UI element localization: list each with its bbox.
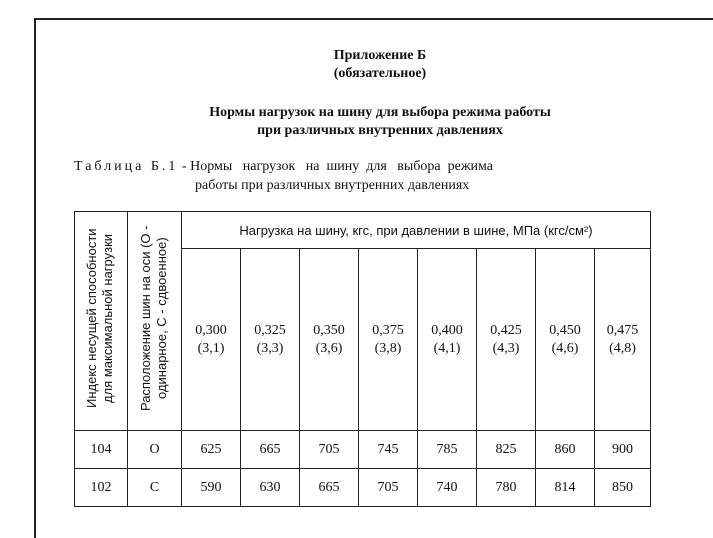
header-load-index-text: Индекс несущей способности для максимальной нагрузки <box>84 228 115 409</box>
pressure-mpa: 0,475 <box>606 322 639 338</box>
table-caption-label: Таблица Б.1 <box>74 159 179 174</box>
pressure-mpa: 0,425 <box>490 322 522 338</box>
header-tire-position-text: Расположение шин на оси (О - одинарное, С - сдвоенное) <box>137 225 169 412</box>
pressure-kgf: (4,3) <box>492 340 520 356</box>
load-index-cell: 102 <box>75 469 128 507</box>
pressure-header-cell <box>477 249 536 431</box>
load-index-cell: 104 <box>75 431 128 469</box>
load-value-cell: 705 <box>300 431 359 469</box>
pressure-kgf: (4,8) <box>609 340 636 356</box>
norms-heading <box>0 104 713 140</box>
load-value-cell: 625 <box>182 431 241 469</box>
pressure-kgf: (3,3) <box>256 340 284 356</box>
header-load-group: Нагрузка на шину, кгс, при давлении в шине, МПа (кгс/см²) <box>182 212 651 249</box>
load-value-cell: 860 <box>536 431 595 469</box>
pressure-kgf: (3,1) <box>197 340 225 356</box>
norms-heading-line2: при различных внутренних давлениях <box>257 123 503 138</box>
pressure-header-cell <box>359 249 418 431</box>
appendix-title-text: Приложение Б <box>333 48 427 63</box>
pressure-kgf: (3,6) <box>315 340 343 356</box>
header-load-index <box>75 212 128 431</box>
pressure-header-cell <box>418 249 477 431</box>
table-caption-line2: работы при различных внутренних давлениях <box>195 178 470 193</box>
appendix-subtitle: (обязательное) <box>333 66 427 81</box>
pressure-header-cell <box>536 249 595 431</box>
pressure-header-cell <box>595 249 651 431</box>
pressure-mpa: 0,325 <box>254 322 286 338</box>
load-value-cell: 590 <box>182 469 241 507</box>
table-caption-line1: - Нормы нагрузок на шину для выбора режима <box>178 159 493 174</box>
pressure-kgf: (4,6) <box>551 340 579 356</box>
load-value-cell: 705 <box>359 469 418 507</box>
load-value-cell: 665 <box>300 469 359 507</box>
load-value-cell: 745 <box>359 431 418 469</box>
table-row <box>75 431 651 469</box>
load-value-cell: 825 <box>477 431 536 469</box>
pressure-kgf: (4,1) <box>433 340 461 356</box>
header-tire-position <box>128 212 182 431</box>
load-value-cell: 780 <box>477 469 536 507</box>
pressure-header-cell <box>300 249 359 431</box>
pressure-mpa: 0,375 <box>372 322 404 338</box>
tire-position-cell: О <box>128 431 182 469</box>
pressure-mpa: 0,450 <box>549 322 581 338</box>
load-value-cell: 740 <box>418 469 477 507</box>
pressure-mpa: 0,300 <box>195 322 227 338</box>
pressure-mpa: 0,400 <box>431 322 463 338</box>
load-value-cell: 814 <box>536 469 595 507</box>
table-row <box>75 469 651 507</box>
appendix-title <box>0 47 713 83</box>
load-value-cell: 785 <box>418 431 477 469</box>
load-value-cell: 665 <box>241 431 300 469</box>
norms-heading-line1: Нормы нагрузок на шину для выбора режима работы <box>209 105 551 120</box>
pressure-mpa: 0,350 <box>313 322 345 338</box>
table-caption <box>74 157 594 195</box>
pressure-kgf: (3,8) <box>374 340 402 356</box>
pressure-header-cell <box>182 249 241 431</box>
load-value-cell: 630 <box>241 469 300 507</box>
load-value-cell: 900 <box>595 431 651 469</box>
load-value-cell: 850 <box>595 469 651 507</box>
load-table <box>74 211 651 507</box>
tire-position-cell: С <box>128 469 182 507</box>
pressure-header-cell <box>241 249 300 431</box>
